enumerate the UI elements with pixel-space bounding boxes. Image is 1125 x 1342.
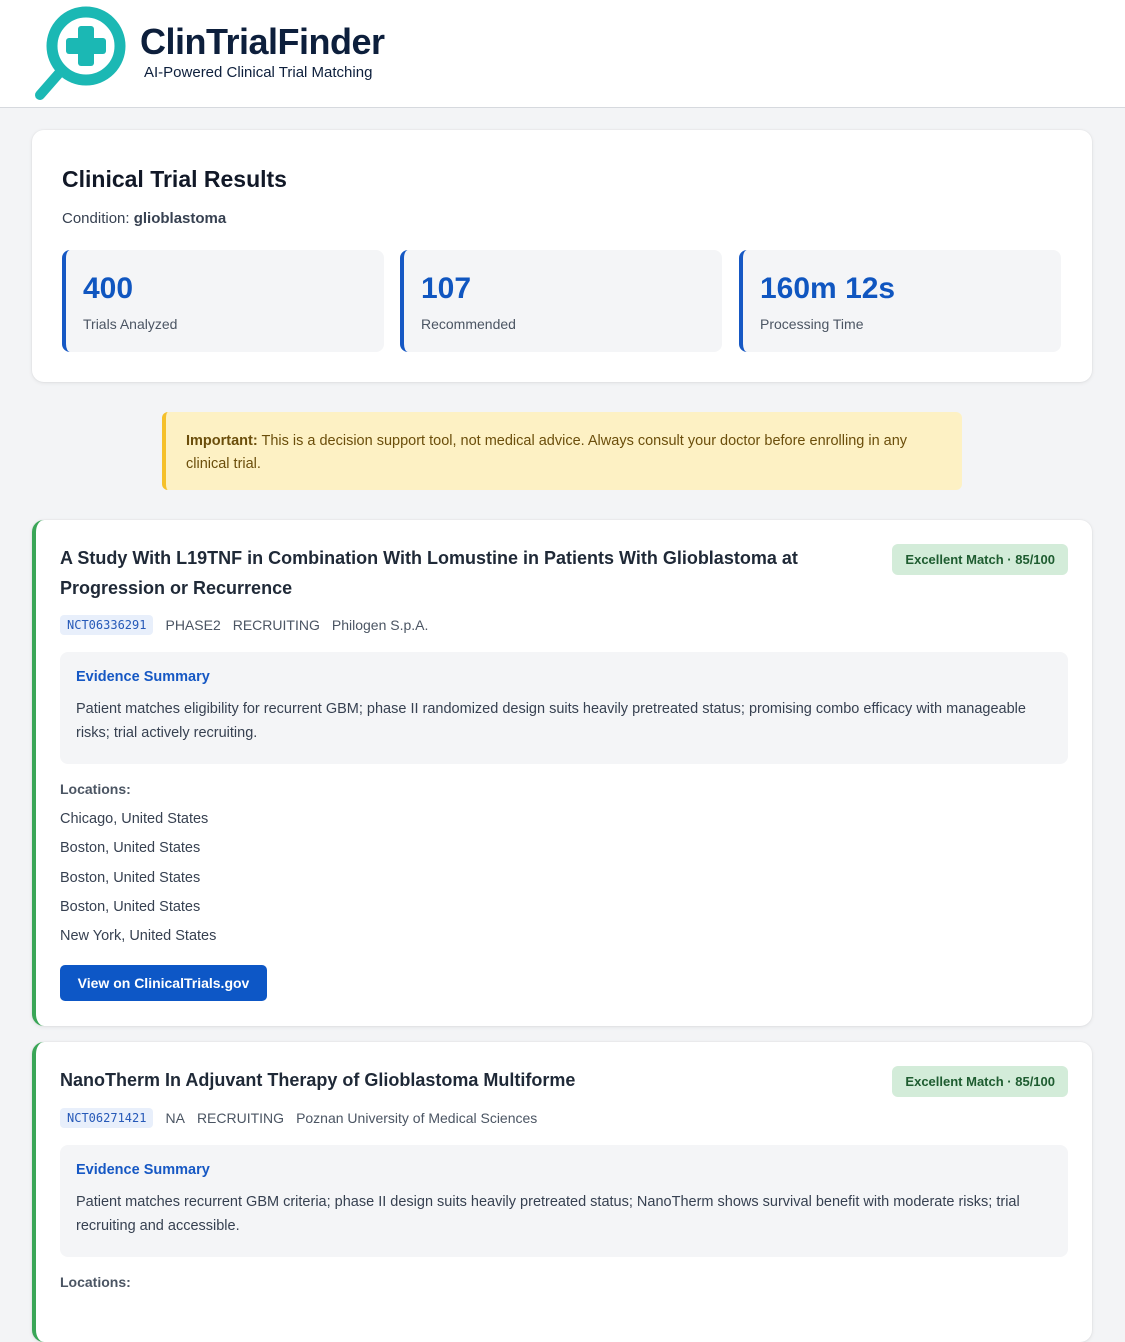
trial-phase: NA bbox=[165, 1110, 185, 1126]
stat-label: Recommended bbox=[421, 316, 516, 332]
page-title: Clinical Trial Results bbox=[62, 166, 287, 192]
stat-label: Trials Analyzed bbox=[83, 316, 178, 332]
brand-name: ClinTrialFinder bbox=[140, 21, 385, 62]
brand-tagline: AI-Powered Clinical Trial Matching bbox=[144, 64, 373, 81]
evidence-text: Patient matches eligibility for recurrent GBM; phase II randomized design suits heavily pretreated status; promising combo efficacy with manageable risks; trial actively recruiting. bbox=[76, 701, 1026, 741]
stat-label: Processing Time bbox=[760, 316, 864, 332]
stat-value: 107 bbox=[421, 272, 472, 305]
match-badge: Excellent Match · 85/100 bbox=[892, 1066, 1068, 1097]
brand[interactable] bbox=[140, 22, 385, 81]
condition-value: glioblastoma bbox=[133, 210, 227, 227]
notice-strong: Important: bbox=[186, 433, 258, 449]
trial-meta bbox=[60, 1108, 549, 1128]
app-header bbox=[0, 0, 1125, 108]
condition-line bbox=[62, 210, 226, 227]
evidence-text: Patient matches recurrent GBM criteria; phase II design suits heavily pretreated status; NanoTherm shows survival benefit with moderate risks; trial recruiting and accessible. bbox=[76, 1194, 1020, 1234]
magnifier-plus-logo-icon bbox=[30, 4, 130, 104]
main-content bbox=[12, 109, 1112, 1290]
evidence-title: Evidence Summary bbox=[76, 669, 210, 685]
trial-status: RECRUITING bbox=[232, 617, 320, 633]
location-item: Boston, United States bbox=[60, 840, 201, 856]
trial-card bbox=[32, 1042, 1092, 1342]
trial-meta bbox=[60, 615, 440, 635]
stat-recommended bbox=[400, 250, 722, 352]
location-item: New York, United States bbox=[60, 928, 217, 944]
disclaimer-notice bbox=[162, 412, 962, 490]
match-badge: Excellent Match · 85/100 bbox=[892, 544, 1068, 575]
stat-trials-analyzed bbox=[62, 250, 384, 352]
trial-title: A Study With L19TNF in Combination With Lomustine in Patients With Glioblastoma at Progression or Recurrence bbox=[60, 548, 798, 598]
location-item: Chicago, United States bbox=[60, 811, 209, 827]
results-summary-card bbox=[32, 130, 1092, 382]
trial-status: RECRUITING bbox=[196, 1110, 285, 1126]
location-item: Boston, United States bbox=[60, 870, 201, 886]
stat-value: 400 bbox=[83, 272, 134, 305]
locations-heading: Locations: bbox=[60, 781, 131, 797]
evidence-summary bbox=[60, 652, 1068, 764]
evidence-title: Evidence Summary bbox=[76, 1162, 210, 1178]
stat-value: 160m 12s bbox=[760, 272, 896, 305]
view-on-clinicaltrials-button[interactable]: View on ClinicalTrials.gov bbox=[60, 965, 267, 1001]
nct-id-badge: NCT06336291 bbox=[60, 615, 153, 635]
evidence-summary bbox=[60, 1145, 1068, 1257]
trial-phase: PHASE2 bbox=[165, 617, 221, 633]
trial-card bbox=[32, 520, 1092, 1026]
trial-title: NanoTherm In Adjuvant Therapy of Glioblastoma Multiforme bbox=[60, 1070, 576, 1090]
condition-label: Condition: bbox=[62, 210, 130, 227]
nct-id-badge: NCT06271421 bbox=[60, 1108, 153, 1128]
stat-processing-time bbox=[739, 250, 1061, 352]
trial-sponsor: Poznan University of Medical Sciences bbox=[296, 1110, 538, 1126]
notice-text: This is a decision support tool, not medical advice. Always consult your doctor before enrolling in any clinical trial. bbox=[186, 433, 908, 472]
trial-sponsor: Philogen S.p.A. bbox=[331, 617, 429, 633]
locations-heading: Locations: bbox=[60, 1274, 131, 1290]
location-item: Boston, United States bbox=[60, 899, 201, 915]
